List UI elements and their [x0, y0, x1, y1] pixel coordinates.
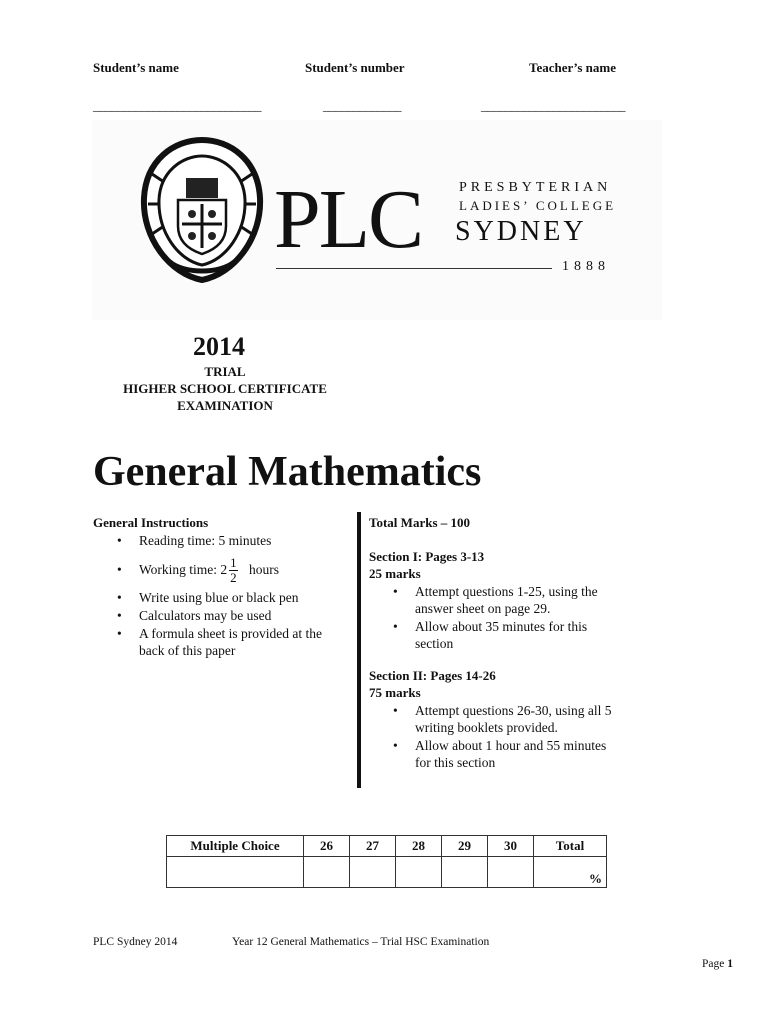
logo-line-presbyterian: PRESBYTERIAN — [459, 180, 612, 195]
section1-item1-line2: answer sheet on page 29. — [415, 601, 551, 616]
logo-line-ladies-college: LADIES’ COLLEGE — [459, 198, 617, 213]
reading-time: Reading time: 5 minutes — [139, 533, 272, 548]
calculator-instruction: Calculators may be used — [139, 608, 272, 623]
section2-item1-line1: Attempt questions 26-30, using all 5 — [415, 703, 612, 718]
table-cell-q28[interactable] — [396, 857, 442, 888]
table-cell-q27[interactable] — [350, 857, 396, 888]
teacher-name-label: Teacher’s name — [529, 60, 617, 75]
logo-year: 1888 — [562, 259, 610, 274]
table-cell-total[interactable] — [534, 857, 607, 888]
working-time-fraction — [229, 556, 238, 585]
formula-instruction-line1: A formula sheet is provided at the — [139, 626, 322, 641]
general-instructions-heading: General Instructions — [93, 515, 209, 530]
page-number — [702, 958, 733, 970]
subject-title: General Mathematics — [93, 449, 482, 495]
footer-course: Year 12 General Mathematics – Trial HSC Examination — [232, 936, 490, 948]
logo-wordmark: PLC — [274, 173, 423, 266]
exam-year: 2014 — [193, 332, 245, 361]
table-header-q30: 30 — [488, 836, 534, 857]
list-item — [415, 702, 675, 736]
student-name-label: Student’s name — [93, 60, 179, 75]
section2-list — [415, 702, 675, 771]
section2-heading: Section II: Pages 14-26 — [369, 668, 496, 683]
logo-line-sydney: SYDNEY — [455, 216, 587, 247]
section1-item2-line1: Allow about 35 minutes for this — [415, 619, 588, 634]
marks-table — [166, 835, 607, 888]
student-number-label: Student’s number — [305, 60, 405, 75]
page-number-value: 1 — [727, 958, 733, 970]
list-item — [139, 553, 354, 587]
section1-item2-line2: section — [415, 636, 454, 651]
exam-line-trial: TRIAL — [204, 364, 246, 379]
table-header-q26: 26 — [304, 836, 350, 857]
list-item — [415, 737, 675, 771]
list-item — [139, 532, 354, 549]
table-row — [167, 857, 607, 888]
column-divider — [357, 512, 361, 788]
section1-item1-line1: Attempt questions 1-25, using the — [415, 584, 598, 599]
section1-marks: 25 marks — [369, 566, 421, 581]
section2-marks: 75 marks — [369, 685, 421, 700]
teacher-name-line[interactable]: ________________________ — [481, 98, 625, 113]
exam-line-examination: EXAMINATION — [177, 398, 273, 413]
table-cell-q30[interactable] — [488, 857, 534, 888]
section2-item2-line1: Allow about 1 hour and 55 minutes — [415, 738, 607, 753]
list-item — [139, 607, 354, 624]
section2-item2-line2: for this section — [415, 755, 496, 770]
footer-school: PLC Sydney 2014 — [93, 936, 178, 948]
working-time-suffix: hours — [249, 562, 280, 577]
list-item — [139, 589, 354, 606]
list-item — [139, 625, 354, 659]
logo-rule — [276, 268, 552, 269]
student-name-line[interactable]: ____________________________ — [93, 98, 261, 113]
list-item — [415, 618, 675, 652]
exam-line-hsc: HIGHER SCHOOL CERTIFICATE — [123, 381, 327, 396]
percent-sign: % — [589, 871, 602, 886]
table-cell-q26[interactable] — [304, 857, 350, 888]
table-header-multiple-choice: Multiple Choice — [167, 836, 304, 857]
student-number-line[interactable]: _____________ — [323, 98, 401, 113]
pen-instruction: Write using blue or black pen — [139, 590, 299, 605]
working-time-prefix: Working time: 2 — [139, 562, 228, 577]
fraction-denominator: 2 — [230, 570, 237, 586]
table-row — [167, 836, 607, 857]
table-header-q29: 29 — [442, 836, 488, 857]
table-cell-q29[interactable] — [442, 857, 488, 888]
school-crest-icon — [134, 134, 270, 284]
section2-item1-line2: writing booklets provided. — [415, 720, 558, 735]
formula-instruction-line2: back of this paper — [139, 643, 236, 658]
table-header-q27: 27 — [350, 836, 396, 857]
table-cell-multiple-choice[interactable] — [167, 857, 304, 888]
total-marks: Total Marks – 100 — [369, 515, 470, 530]
school-logo-banner — [92, 120, 662, 320]
section1-list — [415, 583, 675, 652]
page-label: Page — [702, 958, 725, 970]
section1-heading: Section I: Pages 3-13 — [369, 549, 485, 564]
table-header-total: Total — [534, 836, 607, 857]
list-item — [415, 583, 675, 617]
table-header-q28: 28 — [396, 836, 442, 857]
general-instructions-list — [139, 532, 354, 659]
fraction-numerator: 1 — [230, 555, 237, 571]
